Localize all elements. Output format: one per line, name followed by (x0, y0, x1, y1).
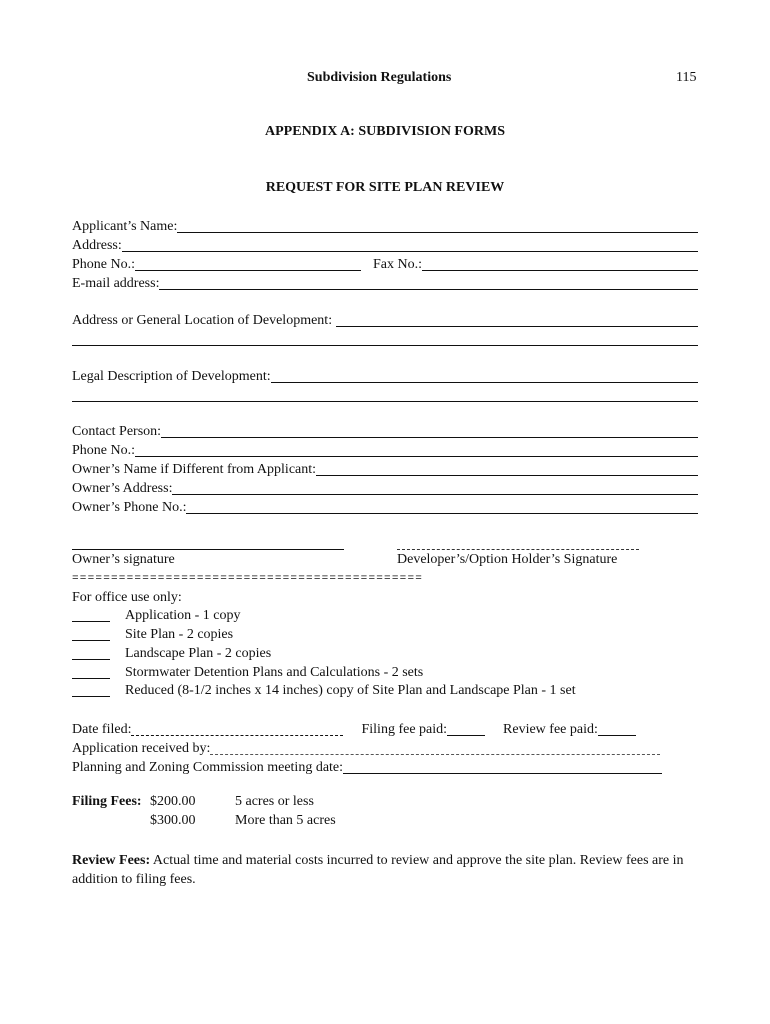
applicant-email-line[interactable] (159, 276, 698, 290)
date-fees-field[interactable] (72, 719, 698, 738)
contact-phone-field[interactable] (72, 440, 698, 459)
received-by-field[interactable] (72, 738, 660, 757)
office-check-line[interactable] (72, 608, 110, 622)
separator-line: ============================================= (72, 573, 424, 585)
legal-description-label: Legal Description of Development: (72, 369, 271, 384)
contact-phone-line[interactable] (135, 443, 698, 457)
development-location-line[interactable] (336, 313, 698, 327)
meeting-date-field[interactable] (72, 757, 662, 776)
review-fee-line[interactable] (598, 722, 636, 736)
filing-fee-amount: $300.00 (150, 813, 196, 828)
owner-phone-line[interactable] (186, 500, 698, 514)
meeting-date-line[interactable] (343, 760, 662, 774)
page-number: 115 (676, 70, 697, 85)
contact-person-line[interactable] (161, 424, 698, 438)
office-check-line[interactable] (72, 646, 110, 660)
office-item (72, 646, 110, 665)
filing-fee-desc: More than 5 acres (235, 813, 336, 828)
owner-signature-line[interactable] (72, 549, 344, 550)
filing-fees-label: Filing Fees: (72, 794, 142, 809)
review-fees-paragraph (72, 851, 702, 889)
office-item-text: Stormwater Detention Plans and Calculations - 2 sets (125, 665, 424, 680)
owner-name-line[interactable] (316, 462, 698, 476)
meeting-date-label: Planning and Zoning Commission meeting date: (72, 760, 344, 775)
appendix-title: APPENDIX A: SUBDIVISION FORMS (265, 124, 505, 139)
applicant-fax-line[interactable] (422, 257, 698, 271)
review-fees-label: Review Fees: (72, 853, 151, 868)
office-check-line[interactable] (72, 683, 110, 697)
owner-phone-label: Owner’s Phone No.: (72, 500, 187, 515)
office-item-text: Application - 1 copy (125, 608, 241, 623)
development-location-label: Address or General Location of Development: (72, 313, 333, 328)
filing-fee-desc: 5 acres or less (235, 794, 314, 809)
owner-address-label: Owner’s Address: (72, 481, 173, 496)
legal-description-field[interactable] (72, 366, 698, 385)
filing-fee-amount: $200.00 (150, 794, 196, 809)
owner-address-field[interactable] (72, 478, 698, 497)
developer-signature-label: Developer’s/Option Holder’s Signature (397, 552, 618, 567)
development-location-field[interactable] (72, 310, 698, 329)
office-check-line[interactable] (72, 665, 110, 679)
legal-description-line-2[interactable] (72, 401, 698, 402)
office-use-heading: For office use only: (72, 590, 182, 605)
contact-person-label: Contact Person: (72, 424, 162, 439)
received-by-line[interactable] (210, 741, 660, 755)
review-fee-label: Review fee paid: (503, 722, 598, 737)
office-item (72, 683, 110, 702)
office-item-text: Site Plan - 2 copies (125, 627, 234, 642)
review-fees-text: Actual time and material costs incurred to review and approve the site plan. Review fees are in addition to filing fees. (72, 853, 684, 887)
applicant-name-field[interactable] (72, 216, 698, 235)
filing-fee-line[interactable] (447, 722, 485, 736)
applicant-fax-label: Fax No.: (373, 257, 422, 272)
office-item (72, 665, 110, 684)
applicant-address-line[interactable] (122, 238, 698, 252)
contact-phone-label: Phone No.: (72, 443, 135, 458)
office-item (72, 608, 110, 627)
running-title: Subdivision Regulations (307, 70, 452, 85)
owner-signature-label: Owner’s signature (72, 552, 175, 567)
applicant-name-label: Applicant’s Name: (72, 219, 178, 234)
applicant-name-line[interactable] (177, 219, 698, 233)
office-item-text: Reduced (8-1/2 inches x 14 inches) copy of Site Plan and Landscape Plan - 1 set (125, 683, 576, 698)
developer-signature-line[interactable] (397, 549, 639, 550)
owner-phone-field[interactable] (72, 497, 698, 516)
owner-name-label: Owner’s Name if Different from Applicant: (72, 462, 317, 477)
applicant-phone-label: Phone No.: (72, 257, 135, 272)
applicant-address-label: Address: (72, 238, 122, 253)
filing-fee-label: Filing fee paid: (361, 722, 448, 737)
owner-name-field[interactable] (72, 459, 698, 478)
date-filed-label: Date filed: (72, 722, 132, 737)
development-location-line-2[interactable] (72, 345, 698, 346)
phone-fax-field[interactable] (72, 254, 698, 273)
form-title: REQUEST FOR SITE PLAN REVIEW (265, 180, 505, 195)
applicant-phone-line[interactable] (135, 257, 361, 271)
received-by-label: Application received by: (72, 741, 211, 756)
date-filed-line[interactable] (131, 722, 343, 736)
applicant-email-label: E-mail address: (72, 276, 160, 291)
applicant-email-field[interactable] (72, 273, 698, 292)
applicant-address-field[interactable] (72, 235, 698, 254)
owner-address-line[interactable] (172, 481, 698, 495)
office-check-line[interactable] (72, 627, 110, 641)
legal-description-line[interactable] (271, 369, 698, 383)
contact-person-field[interactable] (72, 421, 698, 440)
office-item (72, 627, 110, 646)
office-item-text: Landscape Plan - 2 copies (125, 646, 272, 661)
